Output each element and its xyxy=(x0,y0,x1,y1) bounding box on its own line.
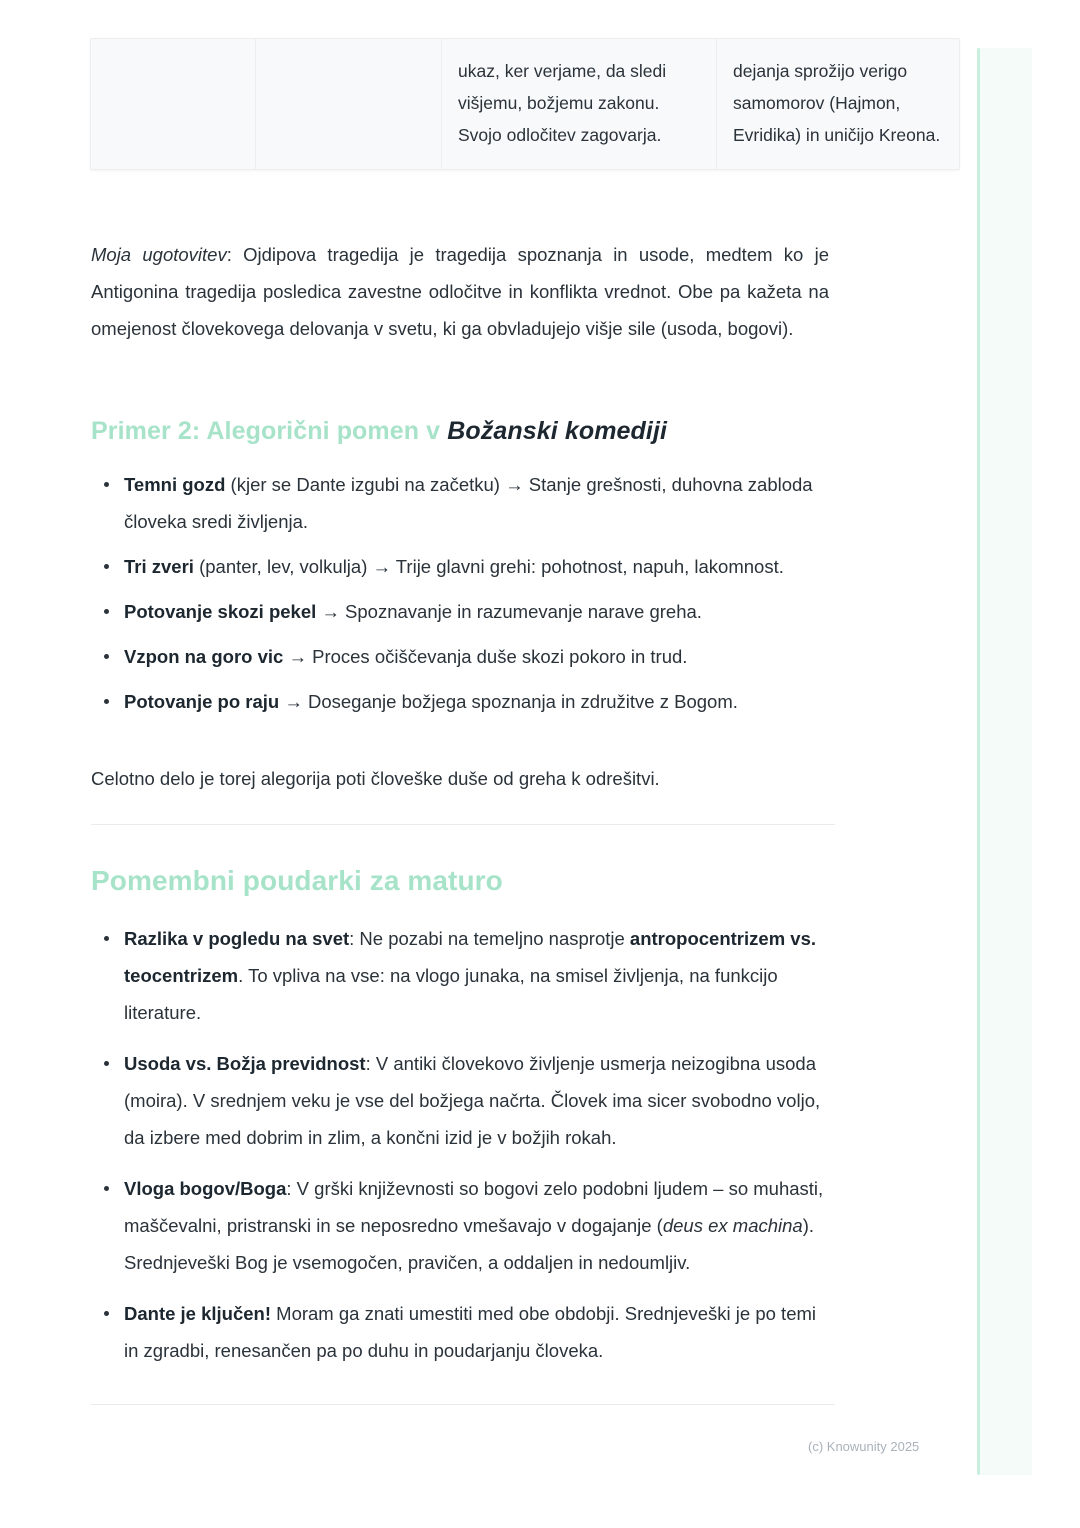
allegory-bullet-list xyxy=(91,466,829,728)
table-cell-col4: dejanja sprožijo verigo samomorov (Hajmon, Evridika) in uničijo Kreona. xyxy=(717,39,960,170)
list-item-term: Usoda vs. Božja previdnost xyxy=(124,1053,366,1074)
list-item-term: Potovanje skozi pekel xyxy=(124,601,317,622)
list-item-emphasis: antropocentrizem vs. teocentrizem xyxy=(124,928,816,986)
finding-paragraph xyxy=(91,236,829,347)
list-item-text-part2: ). Srednjeveški Bog je vsemogočen, pravičen, a oddaljen in nedoumljiv. xyxy=(124,1215,815,1273)
list-item-term: Temni gozd xyxy=(124,474,226,495)
list-item xyxy=(91,548,829,585)
list-item-term: Potovanje po raju xyxy=(124,691,280,712)
list-item-italic-phrase: deus ex machina xyxy=(662,1215,803,1236)
finding-label: Moja ugotovitev xyxy=(91,244,227,265)
finding-text: : Ojdipova tragedija je tragedija spoznanja in usode, medtem ko je Antigonina tragedija posledica zavestne odločitve in konflikta vrednot. Obe pa kažeta na omejenost človekovega delovanja v svetu, ki ga obvladujejo višje sile (usoda, bogovi). xyxy=(91,244,830,339)
list-item-text: → Proces očiščevanja duše skozi pokoro in trud. xyxy=(283,646,688,667)
heading-primer-2-prefix: Primer 2: Alegorični pomen v xyxy=(91,417,448,445)
heading-primer-2 xyxy=(91,414,667,448)
maturo-bullet-list xyxy=(91,920,829,1383)
list-item-text: → Doseganje božjega spoznanja in združitve z Bogom. xyxy=(279,691,738,712)
list-item xyxy=(91,593,829,630)
section-divider-bottom xyxy=(91,1404,835,1405)
list-item xyxy=(91,466,829,540)
list-item-term: Tri zveri xyxy=(124,556,194,577)
comparison-table-wrapper xyxy=(90,38,941,170)
list-item-term: Dante je ključen! xyxy=(124,1303,272,1324)
list-item-text-part1: : Ne pozabi na temeljno nasprotje xyxy=(349,928,630,949)
list-item xyxy=(91,1170,829,1281)
comparison-table xyxy=(90,38,960,170)
list-item-text: → Spoznavanje in razumevanje narave greha. xyxy=(316,601,702,622)
footer-copyright: (c) Knowunity 2025 xyxy=(808,1439,920,1454)
scrollbar-thumb[interactable] xyxy=(977,48,980,1475)
list-item-text: (kjer se Dante izgubi na začetku) → Stanje grešnosti, duhovna zabloda človeka sredi življenja. xyxy=(124,474,813,532)
list-item-term: Vzpon na goro vic xyxy=(124,646,284,667)
table-cell-col1 xyxy=(91,39,256,170)
list-item-term: Razlika v pogledu na svet xyxy=(124,928,350,949)
table-cell-col3: ukaz, ker verjame, da sledi višjemu, božjemu zakonu. Svojo odločitev zagovarja. xyxy=(442,39,717,170)
heading-primer-2-work-title: Božanski komediji xyxy=(447,417,668,445)
list-item-term: Vloga bogov/Boga xyxy=(124,1178,287,1199)
right-side-panel xyxy=(980,48,1032,1475)
section-divider-top xyxy=(91,824,835,825)
list-item-text-part2: . To vpliva na vse: na vlogo junaka, na smisel življenja, na funkcijo literature. xyxy=(124,965,778,1023)
list-item xyxy=(91,920,829,1031)
list-item-text-part1: : V grški književnosti so bogovi zelo podobni ljudem – so muhasti, maščevalni, pristranski in se neposredno vmešavajo v dogajanje ( xyxy=(124,1178,824,1236)
list-item xyxy=(91,638,829,675)
list-item-text-part1: Moram ga znati umestiti med obe obdobji. Srednjeveški je po temi in zgradbi, renesančen pa po duhu in poudarjanju človeka. xyxy=(124,1303,817,1361)
list-item-text: (panter, lev, volkulja) → Trije glavni grehi: pohotnost, napuh, lakomnost. xyxy=(193,556,784,577)
table-cell-col2 xyxy=(256,39,442,170)
list-item xyxy=(91,683,829,720)
heading-pomembni-poudarki: Pomembni poudarki za maturo xyxy=(91,865,503,896)
list-item xyxy=(91,1295,829,1369)
list-item-text-part1: : V antiki človekovo življenje usmerja neizogibna usoda (moira). V srednjem veku je vse del božjega načrta. Človek ima sicer svobodno voljo, da izbere med dobrim in zlim, a končni izid je v božjih rokah. xyxy=(124,1053,821,1148)
allegory-conclusion-paragraph: Celotno delo je torej alegorija poti človeške duše od greha k odrešitvi. xyxy=(91,768,660,789)
table-row xyxy=(91,39,960,170)
list-item xyxy=(91,1045,829,1156)
